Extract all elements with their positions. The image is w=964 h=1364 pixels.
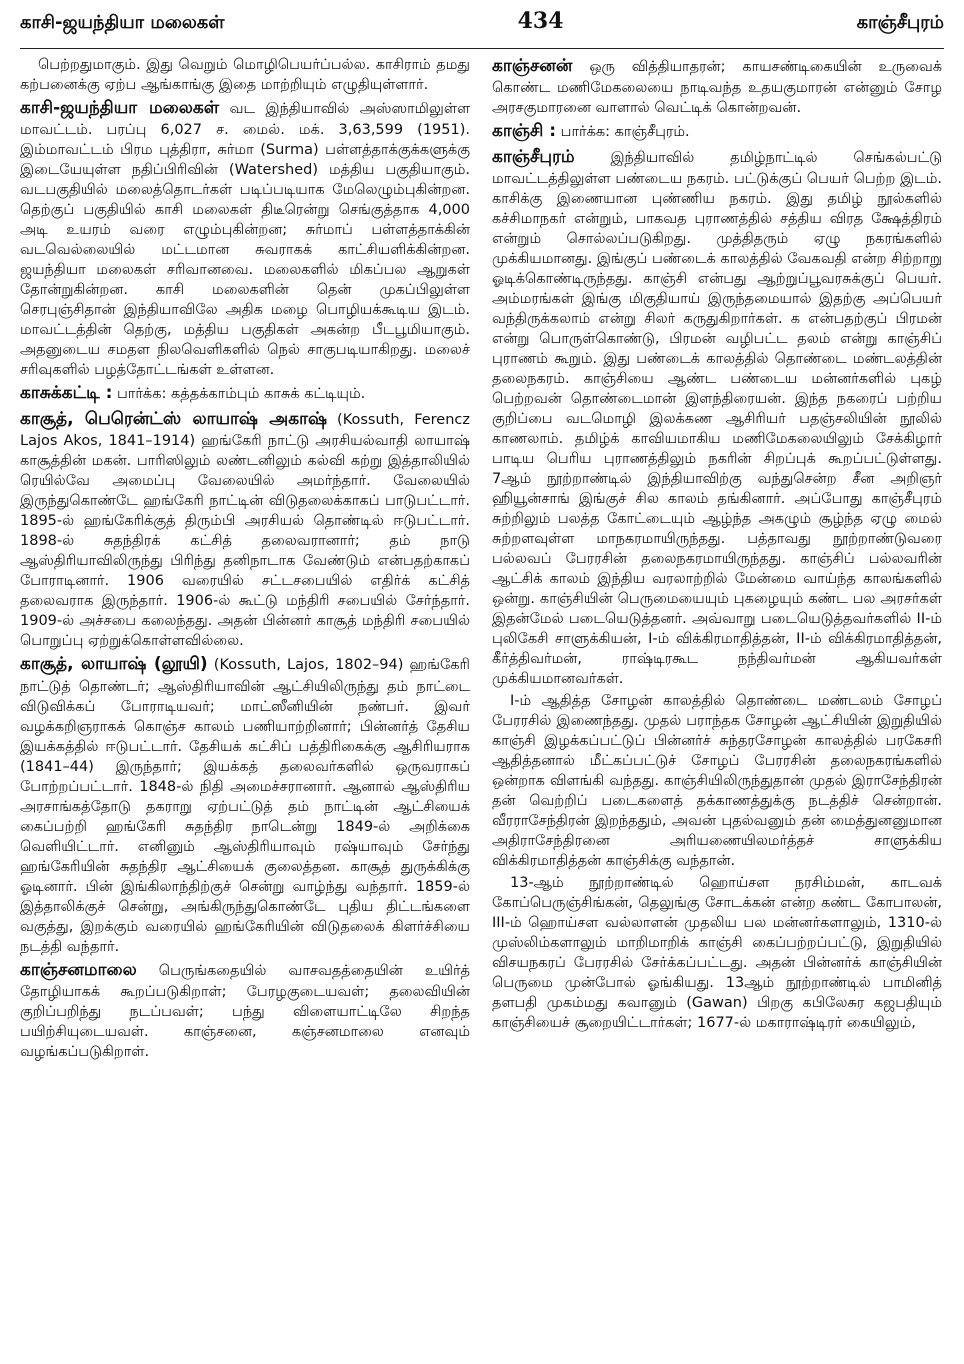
entry-text: (Kossuth, Ferencz Lajos Akos, 1841–1914) ஹங்கேரி நாட்டு அரசியல்வாதி லாயாஷ் காசூத்தின் மகன். பாரிஸிலும் லண்டனிலும் கல்வி கற்று இத்தாலியில் ரெயில்வே அமைப்பு வேலையில் அமர்ந்தார். வேலையில் இருந்துகொண்டே ஹங்கேரி நாட்டின் விடுதலைக்காகப் பாடுபட்டார். 1895-ல் ஹங்கேரிக்குத் திரும்பி அரசியல் தொண்டில் ஈடுபட்டார். 1898-ல் சுதந்திரக் கட்சித் தலைவரானார்; தம் நாடு ஆஸ்திரியாவிலிருந்து பிரிந்து தனிநாடாக வேண்டும் என்பதற்காகப் போராடினார். 1906 வரையில் சட்டசபையில் எதிர்க் கட்சித் தலைவராக இருந்தார். 1906-ல் கூட்டு மந்திரி சபையில் சேர்ந்தார். 1909-ல் அச்சபை கலைந்தது. அதன் பின்னர் காசூத் மந்திரி சபையில் பொறுப்பு ஏற்றுக்கொள்ளவில்லை. (20, 411, 471, 650)
page-number: 434 (517, 8, 564, 34)
entry-kanchi (492, 120, 942, 143)
entry-kancheepuram (492, 146, 942, 689)
entry-text: ஒரு வித்தியாதரன்; காயசண்டிகையின் உருவைக் கொண்ட மணிமேகலையை நாடிவந்த உதயகுமாரன் என்னும் சோழ அரசகுமாரனை வாளால் வெட்டிக் கொன்றவன். (492, 59, 943, 117)
entry-kasukkatti (20, 382, 470, 405)
entry-kossuth-ferencz (20, 408, 470, 651)
running-head-left: காசி-ஜயந்தியா மலைகள் (20, 12, 225, 33)
headword: காசூத், லாயாஷ் (லூயி) (20, 654, 208, 675)
entry-kanchanan (492, 55, 942, 118)
headword: காசி-ஜயந்தியா மலைகள் (20, 98, 220, 118)
entry-paragraph: I-ம் ஆதித்த சோழன் காலத்தில் தொண்டை மண்டலம் சோழப் பேரரசில் இணைந்தது. முதல் பராந்தக சோழன் ஆட்சியின் இறுதியில் காஞ்சி இழக்கப்பட்டுப் பின்னர்ச் சுந்தரசோழன் காலத்தில் பரகேசரி ஆதித்தனால் மீட்கப்பட்டுச் சோழப் பேரரசின் தலைநகரங்களில் ஒன்றாக விளங்கி வந்தது. காஞ்சியிலிருந்துதான் முதல் இராசேந்திரன் தன் வெற்றிப் படைகளைத் தக்காணத்துக்கு நடத்திச் சென்றான். வீரராசேந்திரன் இறந்ததும், அவன் புதல்வனும் தன் மைத்துனனுமான அதிராசேந்திரனை அரியணையிலமர்த்தச் சாளுக்கிய விக்கிரமாதித்தன் காஞ்சிக்கு வந்தான். (492, 693, 942, 870)
headword: காஞ்சி : (492, 121, 557, 142)
entry-text: பார்க்க: கத்தக்காம்பும் காசுக் கட்டியும். (116, 386, 366, 403)
running-head (20, 8, 944, 49)
entry-kossuth-lajos (20, 653, 470, 956)
headword: காசூத், பெரென்ட்ஸ் லாயாஷ் அகாஷ் (20, 408, 327, 429)
headword: காசுக்கட்டி : (20, 383, 113, 404)
right-column (492, 55, 942, 1064)
headword: காஞ்சனன் (492, 56, 573, 76)
entry-text: வட இந்தியாவில் அஸ்ஸாமிலுள்ள மாவட்டம். பரப்பு 6,027 ச. மைல். மக். 3,63,599 (1951). இம்மாவட்டம் பிரம புத்திரா, சுர்மா (Surma) பள்ளத்தாக்குக்களுக்கு இடையேயுள்ள நதிப்பிரிவின் (Watershed) மத்திய பகுதியாகும். வடபகுதியில் மலைத்தொடர்கள் படிப்படியாக மேலெழும்புகின்றன. தெற்குப் பகுதியில் காசி மலைகள் திடீரென்று செங்குத்தாக 4,000 அடி உயரம் வரை எழும்புகின்றன; சுர்மாப் பள்ளத்தாக்கின் வடவெல்லையில் மட்டமான சுவராகக் காட்சியளிக்கின்றன. ஜயந்தியா மலைகள் சரிவானவை. மலைகளில் மிகப்பல ஆறுகள் தோன்றுகின்றன. காசி மலைகளின் தென் முகப்பிலுள்ள செரபுஞ்சிதான் இந்தியாவிலே அதிக மழை பொழியக்கூடிய இடம். மாவட்டத்தின் தெற்கு, மத்திய பகுதிகள் அகன்ற பீடபூமியாகும். அதனுடைய சமதள நிலவெளிகளில் நெல் சாகுபடியாகிறது. மலைச் சரிவுகளில் பழத்தோட்டங்கள் உள்ளன. (20, 101, 471, 379)
two-column-body (20, 55, 944, 1064)
entry-continuation: பெற்றதுமாகும். இது வெறும் மொழிபெயர்ப்பல்ல. காசிராம் தமது கற்பனைக்கு ஏற்ப ஆங்காங்கு இதை மாற்றியும் எழுதியுள்ளார். (20, 57, 470, 93)
entry-kasi-jayantia (20, 97, 470, 380)
entry-text: இந்தியாவில் தமிழ்நாட்டில் செங்கல்பட்டு மாவட்டத்திலுள்ள பண்டைய நகரம். பட்டுக்குப் பெயர் பெற்ற இடம். காசிக்கு இணையான புண்ணிய நகரம். இது தமிழ் நூல்களில் கச்சிமாநகர் என்றும், பாகவத புராணத்தில் சத்திய விரத க்ஷேத்திரம் என்றும் சொல்லப்படுகிறது. முத்திதரும் ஏழு நகரங்களில் முக்கியமானது. இங்குப் பண்டைக் காலத்தில் வேகவதி என்ற சிற்றாறு ஓடிக்கொண்டிருந்தது. காஞ்சி என்பது ஆற்றுப்பூவரசுக்குப் பெயர். அம்மரங்கள் இங்கு மிகுதியாய் இருந்தமையால் இதற்கு அப்பெயர் வந்திருக்கலாம் என்று சிலர் கருதுகிறார்கள். க என்பதற்குப் பிரமன் என்று பொருள்கொண்டு, பிரமன் வழிபட்ட தலம் என்று காஞ்சிப் புராணம் கூறும். இது பண்டைக் காலத்தில் தொண்டை மண்டலத்தின் தலைநகரம். காஞ்சியை ஆண்ட பண்டைய மன்னர்களில் புகழ் பெற்றவன் தொண்டைமான் இளந்திரையன். இந்த நகரைப் பற்றிய குறிப்பை வடமொழி இலக்கண ஆசிரியர் பதஞ்சலியின் நூலில் காணலாம். தமிழ்க் காவியமாகிய மணிமேகலையிலும் சேக்கிழார் பாடிய பெரிய புராணத்திலும் நகரின் சிறப்புக் கூறப்பட்டுள்ளது. 7ஆம் நூற்றாண்டில் இந்தியாவிற்கு வந்துசென்ற சீன அறிஞர் ஹியூன்சாங் இங்குச் சில காலம் தங்கினார். அப்போது காஞ்சீபுரம் சுற்றிலும் பலத்த கோட்டையும் ஆழ்ந்த அகழும் சூழ்ந்த ஏழு மைல் சுற்றளவுள்ள மாநகரமாயிருந்தது. பத்தாவது நூற்றாண்டுவரை பல்லவப் பேரரசின் தலைநகரமாயிருந்தது. காஞ்சிப் பல்லவரின் ஆட்சிக் காலம் இந்திய வரலாற்றில் மேன்மை வாய்ந்த காலங்களில் ஒன்று. காஞ்சியின் பெருமையையும் புகழையும் கண்ட பல அரசர்கள் இதன்மேல் படையெடுத்தனர். அவ்வாறு படையெடுத்தவர்களில் II-ம் புலிகேசி சாளுக்கியன், I-ம் விக்கிரமாதித்தன், II-ம் விக்கிரமாதித்தன், கீர்த்திவர்மன், ராஷ்டிரகூட நந்திவர்மன் ஆகியவர்கள் முக்கியமானவர்கள். (492, 149, 943, 688)
left-column (20, 55, 470, 1064)
entry-kanchanamalai (20, 959, 470, 1062)
entry-text: பெருங்கதையில் வாசவதத்தையின் உயிர்த் தோழியாகக் கூறப்படுகிறாள்; பேரழகுடையவள்; தலைவியின் குறிப்பறிந்து நடப்பவள்; பந்து விளையாட்டிலே சிறந்த பயிற்சியுடையவள். காஞ்சனை, கஞ்சனமாலை எனவும் வழங்கப்படுகிறாள். (20, 962, 470, 1061)
headword: காஞ்சீபுரம் (492, 146, 575, 167)
headword: காஞ்சனமாலை (20, 959, 137, 980)
running-head-right: காஞ்சீபுரம் (856, 12, 944, 33)
entry-paragraph: 13-ஆம் நூற்றாண்டில் ஹொய்சள நரசிம்மன், காடவக் கோப்பெருஞ்சிங்கன், தெலுங்கு சோடக்கன் என்ற கண்ட கோபாலன், III-ம் ஹொய்சள வல்லாளன் முதலிய பல மன்னர்களாலும், 1310-ல் முஸ்லிம்களாலும் மாறிமாறிக் காஞ்சி கைப்பற்றப்பட்டு, இறுதியில் விசயநகரப் பேரரசில் சேர்க்கப்பட்டது. அதன் பின்னர்க் காஞ்சியின் பெருமை முன்போல் ஓங்கியது. 13ஆம் நூற்றாண்டில் பாமினித் தளபதி முகம்மது கவானும் (Gawan) பிறகு கபிலேசுர கஜபதியும் காஞ்சியைச் சூறையிட்டார்கள்; 1677-ல் மகாராஷ்டிரர் கையிலும், (492, 875, 942, 1032)
entry-text: பார்க்க: காஞ்சீபுரம். (560, 124, 690, 141)
entry-text: (Kossuth, Lajos, 1802–94) ஹங்கேரி நாட்டுத் தொண்டர்; ஆஸ்திரியாவின் ஆட்சியிலிருந்து தம் நாட்டை விடுவிக்கப் போராடியவர்; மாட்ஸீனியின் நண்பர். இவர் வழக்கறிஞராகக் கொஞ்ச காலம் பணியாற்றினார்; பின்னர்த் தேசிய இயக்கத்தில் ஈடுபட்டார். தேசியக் கட்சிப் பத்திரிகைக்கு ஆசிரியராக (1841–44) இருந்தார்; இயக்கத் தலைவர்களில் ஒருவராகப் போற்றப்பட்டார். 1848-ல் நிதி அமைச்சரானார். ஆனால் ஆஸ்திரிய அரசாங்கத்தோடு தகராறு ஏற்பட்டுத் தம் நாட்டின் ஆட்சியைக் கைப்பற்றி ஹங்கேரி சுதந்திர நாடென்று 1849-ல் அறிக்கை வெளியிட்டார். எனினும் ஆஸ்திரியாவும் ரஷ்யாவும் சேர்ந்து ஹங்கேரியின் சுதந்திர ஆட்சியைக் குலைத்தன. காசூத் துருக்கிக்கு ஓடினார். பின் இங்கிலாந்திற்குச் சென்று வாழ்ந்து வந்தார். 1859-ல் இத்தாலிக்குச் சென்று, அங்கிருந்துகொண்டே புதிய திட்டங்களை வகுத்து, இறக்கும் வரையில் ஹங்கேரியின் விடுதலைக் கிளர்ச்சியை நடத்தி வந்தார். (20, 657, 470, 955)
